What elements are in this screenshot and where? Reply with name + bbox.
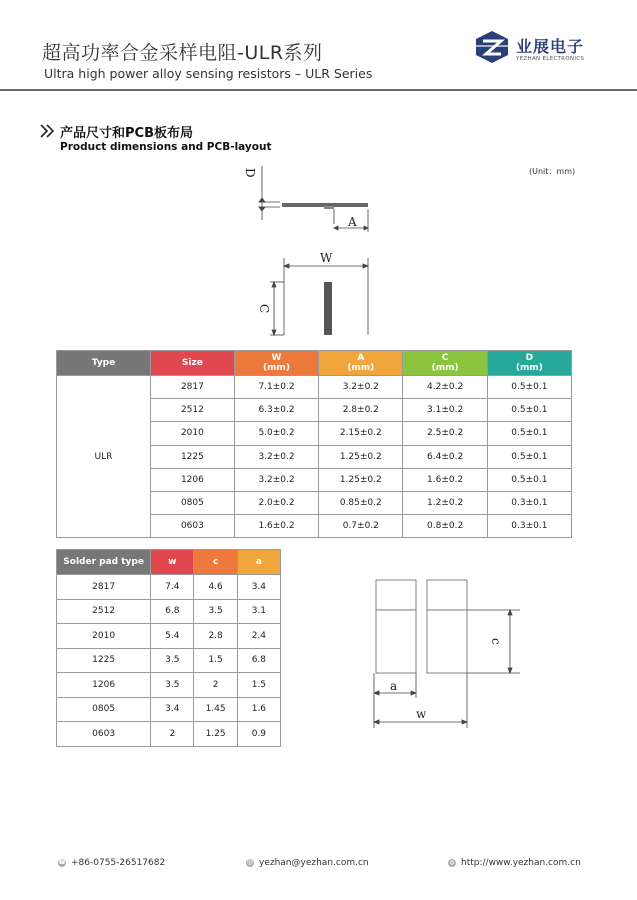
cell-w: 6.3±0.2 (234, 399, 318, 422)
cell-c: 2.8 (194, 624, 237, 649)
cell-size: 2817 (150, 376, 234, 399)
cell-size: 0805 (150, 491, 234, 514)
cell-w: 5.4 (151, 624, 194, 649)
table-row (57, 722, 281, 747)
table-row (57, 648, 281, 673)
header-name: W (271, 353, 282, 363)
cell-c: 4.6 (194, 575, 237, 600)
cell-c: 6.4±0.2 (403, 445, 487, 468)
dimensions-table (56, 350, 572, 538)
email-link[interactable]: yezhan@yezhan.com.cn (259, 858, 369, 868)
table-row (57, 697, 281, 722)
dimensions-header-w (234, 351, 318, 376)
phone-number: +86-0755-26517682 (71, 858, 166, 868)
header-name: A (357, 353, 365, 363)
cell-w: 7.1±0.2 (234, 376, 318, 399)
label-c: c (489, 638, 503, 645)
table-row (57, 624, 281, 649)
header-divider (0, 89, 637, 91)
dimensions-header-c (403, 351, 487, 376)
cell-type: 2010 (57, 624, 151, 649)
cell-c: 1.25 (194, 722, 237, 747)
cell-c: 2 (194, 673, 237, 698)
page-title: 超高功率合金采样电阻-ULR系列 (42, 42, 323, 64)
header-name: Size (181, 358, 203, 368)
pad-header-a: a (237, 550, 280, 575)
section-title-en: Product dimensions and PCB-layout (60, 141, 272, 153)
section-title-cn: 产品尺寸和PCB板布局 (60, 126, 193, 141)
label-w: w (416, 707, 427, 721)
cell-size: 1225 (150, 445, 234, 468)
cell-c: 2.5±0.2 (403, 422, 487, 445)
label-a: a (390, 679, 398, 693)
label-c: C (257, 304, 271, 314)
cell-type: 2512 (57, 599, 151, 624)
label-a: A (348, 215, 357, 229)
email-icon: @ (247, 858, 253, 866)
cell-w: 3.5 (151, 673, 194, 698)
cell-size: 0603 (150, 515, 234, 538)
header-unit: (mm) (431, 363, 459, 373)
table-row (57, 673, 281, 698)
dimensions-header-d (487, 351, 571, 376)
cell-d: 0.5±0.1 (487, 445, 571, 468)
solder-pad-table-header (57, 550, 281, 575)
dimensions-table-header (57, 351, 572, 376)
header-name: C (441, 353, 449, 363)
cell-d: 0.5±0.1 (487, 399, 571, 422)
cell-d: 0.5±0.1 (487, 468, 571, 491)
footer-email (246, 858, 369, 868)
cell-a: 0.7±0.2 (319, 515, 403, 538)
cell-w: 3.4 (151, 697, 194, 722)
dimensions-table-body (57, 376, 572, 538)
top-view (270, 258, 368, 335)
header-unit: (mm) (347, 363, 375, 373)
cell-a: 2.4 (237, 624, 280, 649)
logo-mark-icon (474, 30, 510, 64)
header-unit: (mm) (263, 363, 291, 373)
cell-size: 1206 (150, 468, 234, 491)
table-row (57, 575, 281, 600)
phone-icon: ☎ (58, 858, 66, 866)
pad-header-type: Solder pad type (57, 550, 151, 575)
page-subtitle: Ultra high power alloy sensing resistors – ULR Series (44, 66, 373, 81)
header-unit: (mm) (515, 363, 543, 373)
cell-type: 1225 (57, 648, 151, 673)
header-name: Type (91, 358, 116, 368)
cell-w: 5.0±0.2 (234, 422, 318, 445)
header-name: D (525, 353, 534, 363)
cell-c: 3.1±0.2 (403, 399, 487, 422)
cell-a: 6.8 (237, 648, 280, 673)
cell-type: 0805 (57, 697, 151, 722)
cell-c: 4.2±0.2 (403, 376, 487, 399)
pad-header-w: w (151, 550, 194, 575)
cell-d: 0.3±0.1 (487, 515, 571, 538)
cell-w: 1.6±0.2 (234, 515, 318, 538)
table-row (57, 376, 572, 399)
cell-a: 1.25±0.2 (319, 468, 403, 491)
globe-icon: ◍ (449, 858, 455, 866)
cell-size: 2512 (150, 399, 234, 422)
cell-a: 0.85±0.2 (319, 491, 403, 514)
cell-w: 3.2±0.2 (234, 468, 318, 491)
solder-pad-table (56, 549, 281, 747)
footer-phone (58, 858, 165, 868)
unit-note: (Unit：mm) (529, 167, 576, 176)
cell-c: 1.2±0.2 (403, 491, 487, 514)
solder-pad-table-body (57, 575, 281, 747)
cell-a: 1.25±0.2 (319, 445, 403, 468)
cell-c: 1.45 (194, 697, 237, 722)
cell-w: 2 (151, 722, 194, 747)
company-logo (474, 30, 634, 70)
cell-d: 0.3±0.1 (487, 491, 571, 514)
cell-w: 6.8 (151, 599, 194, 624)
cell-type: 1206 (57, 673, 151, 698)
cell-a: 0.9 (237, 722, 280, 747)
cell-d: 0.5±0.1 (487, 422, 571, 445)
cell-w: 3.2±0.2 (234, 445, 318, 468)
cell-a: 2.8±0.2 (319, 399, 403, 422)
table-row (57, 599, 281, 624)
cell-size: 2010 (150, 422, 234, 445)
cell-a: 1.6 (237, 697, 280, 722)
footer-website (448, 858, 581, 868)
cell-c: 1.5 (194, 648, 237, 673)
cell-w: 2.0±0.2 (234, 491, 318, 514)
dimensions-header-a (319, 351, 403, 376)
logo-text-cn: 业展电子 (516, 37, 585, 56)
cell-w: 3.5 (151, 648, 194, 673)
label-d: D (243, 168, 257, 178)
cell-a: 3.1 (237, 599, 280, 624)
cell-c: 1.6±0.2 (403, 468, 487, 491)
website-link[interactable]: http://www.yezhan.com.cn (461, 858, 581, 868)
cell-c: 3.5 (194, 599, 237, 624)
double-chevron-icon (40, 124, 56, 138)
logo-text-en: YEZHAN ELECTRONICS (516, 56, 585, 62)
type-cell: ULR (57, 376, 151, 538)
dimensions-header-type (57, 351, 151, 376)
cell-w: 7.4 (151, 575, 194, 600)
cell-a: 1.5 (237, 673, 280, 698)
cell-a: 3.4 (237, 575, 280, 600)
cell-type: 2817 (57, 575, 151, 600)
pad-header-c: c (194, 550, 237, 575)
dimensions-header-size (150, 351, 234, 376)
cell-d: 0.5±0.1 (487, 376, 571, 399)
cell-a: 3.2±0.2 (319, 376, 403, 399)
cell-c: 0.8±0.2 (403, 515, 487, 538)
resistor-dimension-diagram (240, 160, 380, 350)
label-w: W (320, 251, 333, 265)
cell-type: 0603 (57, 722, 151, 747)
cell-a: 2.15±0.2 (319, 422, 403, 445)
pcb-layout-diagram (360, 580, 503, 730)
